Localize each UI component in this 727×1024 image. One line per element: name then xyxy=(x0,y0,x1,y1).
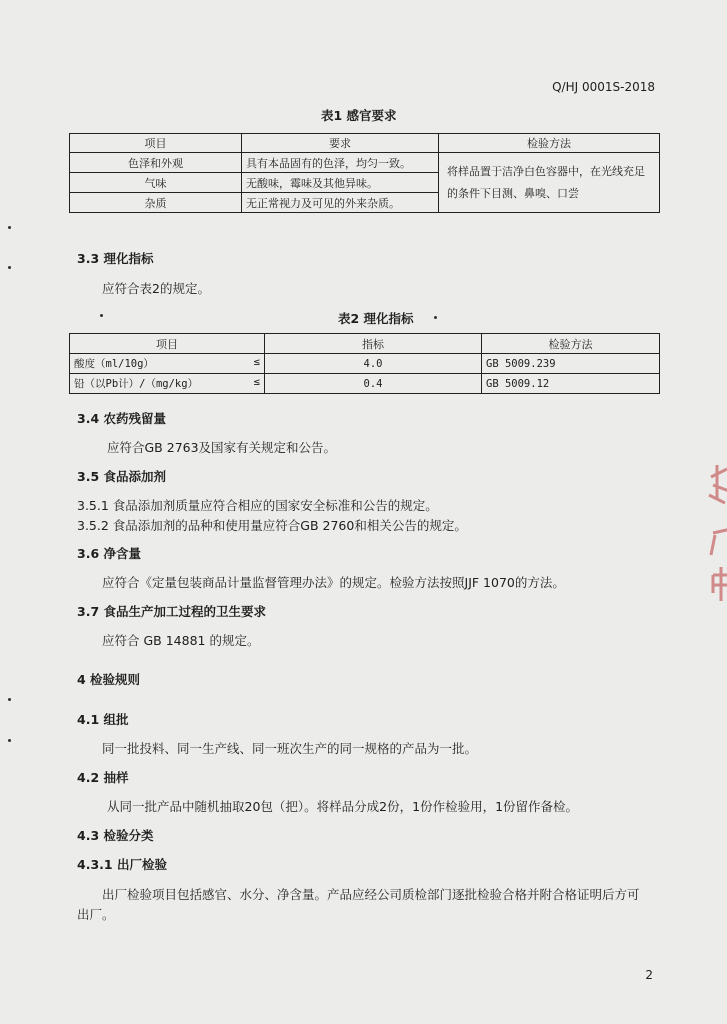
scan-dot xyxy=(100,314,103,317)
sensory-requirements-table xyxy=(69,133,660,213)
page-number: 2 xyxy=(645,968,653,982)
table1-caption: 表1 感官要求 xyxy=(321,108,397,123)
standard-code: Q/HJ 0001S-2018 xyxy=(552,80,655,94)
header-requirement: 要求 xyxy=(242,134,439,153)
table-header-row xyxy=(70,134,660,153)
section-3-4-heading: 3.4 农药残留量 xyxy=(77,411,166,426)
table-header-row xyxy=(70,334,660,354)
header-item: 项目 xyxy=(70,334,265,354)
section-4-3-heading: 4.3 检验分类 xyxy=(77,828,154,843)
header-item: 项目 xyxy=(70,134,242,153)
row-method: GB 5009.12 xyxy=(482,374,660,394)
section-4-3-1-text-line2: 出厂。 xyxy=(77,907,115,922)
row-item: 色泽和外观 xyxy=(70,153,242,173)
header-method: 检验方法 xyxy=(439,134,660,153)
section-3-5-1: 3.5.1 食品添加剂质量应符合相应的国家安全标准和公告的规定。 xyxy=(77,498,438,513)
section-4-3-1-text-line1: 出厂检验项目包括感官、水分、净含量。产品应经公司质检部门逐批检验合格并附合格证明后方可 xyxy=(102,887,640,902)
section-4-3-1-heading: 4.3.1 出厂检验 xyxy=(77,857,167,872)
table-row xyxy=(70,374,660,394)
section-3-3-heading: 3.3 理化指标 xyxy=(77,251,154,266)
leq-sign: ≤ xyxy=(253,356,260,368)
row-item: 杂质 xyxy=(70,193,242,213)
section-3-5-2: 3.5.2 食品添加剂的品种和使用量应符合GB 2760和相关公告的规定。 xyxy=(77,518,467,533)
row-value: 0.4 xyxy=(265,374,482,394)
section-3-7-heading: 3.7 食品生产加工过程的卫生要求 xyxy=(77,604,266,619)
scan-dot xyxy=(8,226,11,229)
section-4-2-text: 从同一批产品中随机抽取20包（把）。将样品分成2份，1份作检验用，1份留作备检。 xyxy=(107,799,579,814)
seal-fragment-graphic xyxy=(701,455,727,615)
row-item: 酸度（ml/10g） xyxy=(74,358,154,370)
table2-caption: 表2 理化指标 xyxy=(338,311,414,326)
section-4-1-heading: 4.1 组批 xyxy=(77,712,129,727)
header-indicator: 指标 xyxy=(265,334,482,354)
section-3-4-text: 应符合GB 2763及国家有关规定和公告。 xyxy=(107,440,337,455)
section-3-6-heading: 3.6 净含量 xyxy=(77,546,141,561)
section-3-7-text: 应符合 GB 14881 的规定。 xyxy=(102,633,260,648)
table-row xyxy=(70,153,660,173)
scan-dot xyxy=(8,266,11,269)
section-4-1-text: 同一批投料、同一生产线、同一班次生产的同一规格的产品为一批。 xyxy=(102,741,478,756)
row-method: GB 5009.239 xyxy=(482,354,660,374)
row-requirement: 无酸味，霉味及其他异味。 xyxy=(242,173,439,193)
section-3-5-heading: 3.5 食品添加剂 xyxy=(77,469,166,484)
row-value: 4.0 xyxy=(265,354,482,374)
section-4-2-heading: 4.2 抽样 xyxy=(77,770,129,785)
scan-dot xyxy=(434,316,437,319)
header-method: 检验方法 xyxy=(482,334,660,354)
leq-sign: ≤ xyxy=(253,376,260,388)
row-item: 铅（以Pb计）/（mg/kg） xyxy=(74,378,199,390)
section-3-3-text: 应符合表2的规定。 xyxy=(102,281,210,296)
section-4-heading: 4 检验规则 xyxy=(77,672,141,687)
table-row xyxy=(70,354,660,374)
scan-dot xyxy=(8,739,11,742)
row-requirement: 无正常视力及可见的外来杂质。 xyxy=(242,193,439,213)
inspection-method: 将样品置于洁净白色容器中，在光线充足的条件下目测、鼻嗅、口尝 xyxy=(439,153,660,213)
row-item: 气味 xyxy=(70,173,242,193)
partial-seal-stamp xyxy=(701,455,727,615)
section-3-6-text: 应符合《定量包装商品计量监督管理办法》的规定。检验方法按照JJF 1070的方法。 xyxy=(102,575,565,590)
row-requirement: 具有本品固有的色泽，均匀一致。 xyxy=(242,153,439,173)
scan-dot xyxy=(8,698,11,701)
physicochemical-table xyxy=(69,333,660,394)
